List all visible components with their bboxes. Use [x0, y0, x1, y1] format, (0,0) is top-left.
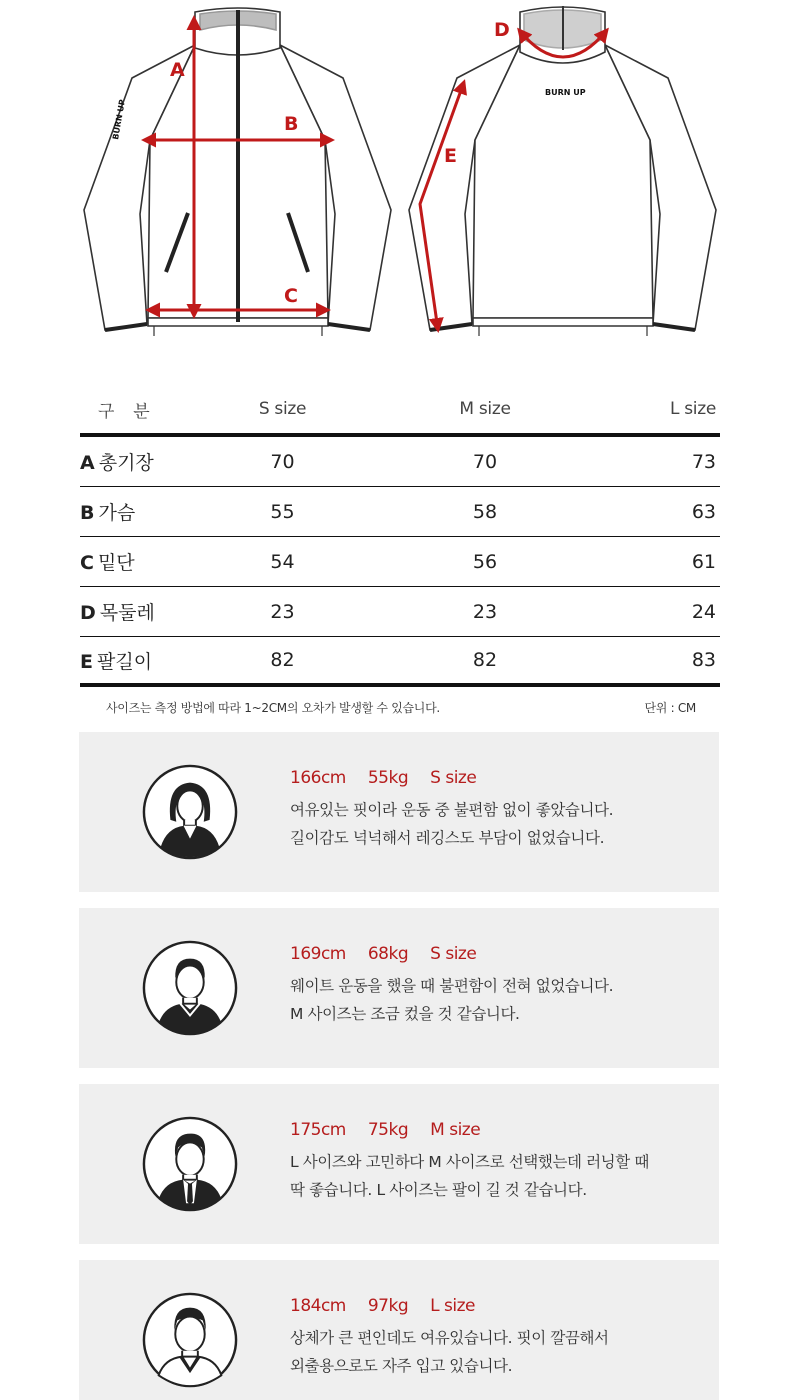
reviewer-size: M size — [430, 1120, 481, 1140]
marker-b: B — [284, 113, 299, 135]
review-card — [79, 908, 719, 1068]
row-name: 팔길이 — [96, 650, 153, 673]
review-line-1: L 사이즈와 고민하다 M 사이즈로 선택했는데 러닝할 때 — [290, 1153, 649, 1171]
reviewer-weight: 97kg — [367, 1296, 409, 1316]
female-avatar-icon — [141, 763, 239, 861]
table-header — [80, 385, 720, 433]
reviewer-height: 169cm — [290, 944, 346, 964]
reviewer-size: S size — [430, 768, 477, 788]
reviewer-stats — [290, 1296, 710, 1316]
unit-note: 단위 : CM — [644, 701, 696, 715]
table-row — [80, 537, 720, 587]
reviewer-weight: 55kg — [367, 768, 409, 788]
table-row — [80, 487, 720, 537]
review-line-1: 여유있는 핏이라 운동 중 불편함 없이 좋았습니다. — [290, 801, 614, 819]
row-s-value: 23 — [270, 600, 295, 623]
header-l-size: L size — [669, 399, 716, 419]
jacket-back-view — [409, 7, 716, 330]
review-card — [79, 732, 719, 892]
row-m-value: 23 — [472, 600, 498, 623]
table-row — [80, 587, 720, 637]
reviewer-weight: 68kg — [367, 944, 409, 964]
row-name: 목둘레 — [99, 602, 155, 624]
header-m-size: M size — [459, 399, 511, 419]
reviewer-weight: 75kg — [367, 1120, 409, 1140]
row-m-value: 58 — [472, 500, 498, 523]
table-row — [80, 437, 720, 487]
back-brand-logo: BURN UP — [545, 88, 586, 97]
review-line-2: 외출용으로도 자주 입고 있습니다. — [290, 1357, 513, 1375]
row-s-value: 55 — [270, 500, 295, 523]
marker-c: C — [284, 285, 298, 307]
review-line-2: 길이감도 넉넉해서 레깅스도 부담이 없었습니다. — [290, 829, 605, 847]
reviewer-height: 175cm — [290, 1120, 346, 1140]
table-row — [80, 637, 720, 687]
row-l-value: 24 — [691, 600, 716, 623]
review-card — [79, 1260, 719, 1400]
row-code: E — [80, 650, 93, 673]
measurement-disclaimer: 사이즈는 측정 방법에 따라 1~2CM의 오차가 발생할 수 있습니다. — [106, 701, 440, 715]
row-m-value: 82 — [472, 649, 498, 671]
row-l-value: 63 — [691, 500, 716, 523]
row-l-value: 61 — [691, 550, 716, 573]
row-l-value: 73 — [691, 450, 716, 473]
reviewer-size: S size — [430, 944, 477, 964]
row-code: B — [80, 502, 95, 524]
sleeve-brand-logo: BURN UP — [111, 98, 128, 141]
row-s-value: 70 — [270, 450, 295, 473]
reviewer-size: L size — [430, 1296, 475, 1316]
marker-a: A — [170, 59, 185, 81]
male-avatar-vneck-icon — [141, 1291, 239, 1389]
row-code: C — [80, 552, 94, 574]
header-s-size: S size — [258, 399, 307, 419]
row-l-value: 83 — [691, 649, 716, 671]
reviewer-stats — [290, 944, 710, 964]
row-s-value: 82 — [270, 649, 295, 671]
reviewer-height: 184cm — [290, 1296, 346, 1316]
review-line-2: M 사이즈는 조금 컸을 것 같습니다. — [290, 1005, 520, 1023]
marker-d: D — [494, 19, 510, 41]
male-avatar-tie-icon — [141, 1115, 239, 1213]
size-table — [80, 385, 720, 687]
reviewer-height: 166cm — [290, 768, 346, 788]
review-line-1: 웨이트 운동을 했을 때 불편함이 전혀 없었습니다. — [290, 977, 614, 995]
male-avatar-icon — [141, 939, 239, 1037]
row-code: D — [80, 602, 96, 624]
review-line-2: 딱 좋습니다. L 사이즈는 팔이 길 것 같습니다. — [290, 1181, 587, 1199]
marker-e: E — [444, 145, 457, 167]
row-code: A — [80, 452, 95, 474]
jacket-measurement-diagram — [0, 0, 800, 350]
review-card — [79, 1084, 719, 1244]
review-line-1: 상체가 큰 편인데도 여유있습니다. 핏이 깔끔해서 — [290, 1329, 609, 1347]
reviewer-stats — [290, 1120, 710, 1140]
reviewer-stats — [290, 768, 710, 788]
header-label: 구 분 — [98, 401, 150, 422]
size-notes — [106, 699, 696, 716]
row-name: 밑단 — [97, 552, 135, 574]
row-name: 가슴 — [98, 502, 136, 524]
row-name: 총기장 — [98, 452, 154, 474]
row-s-value: 54 — [270, 550, 295, 573]
row-m-value: 56 — [472, 550, 498, 573]
row-m-value: 70 — [472, 450, 498, 473]
